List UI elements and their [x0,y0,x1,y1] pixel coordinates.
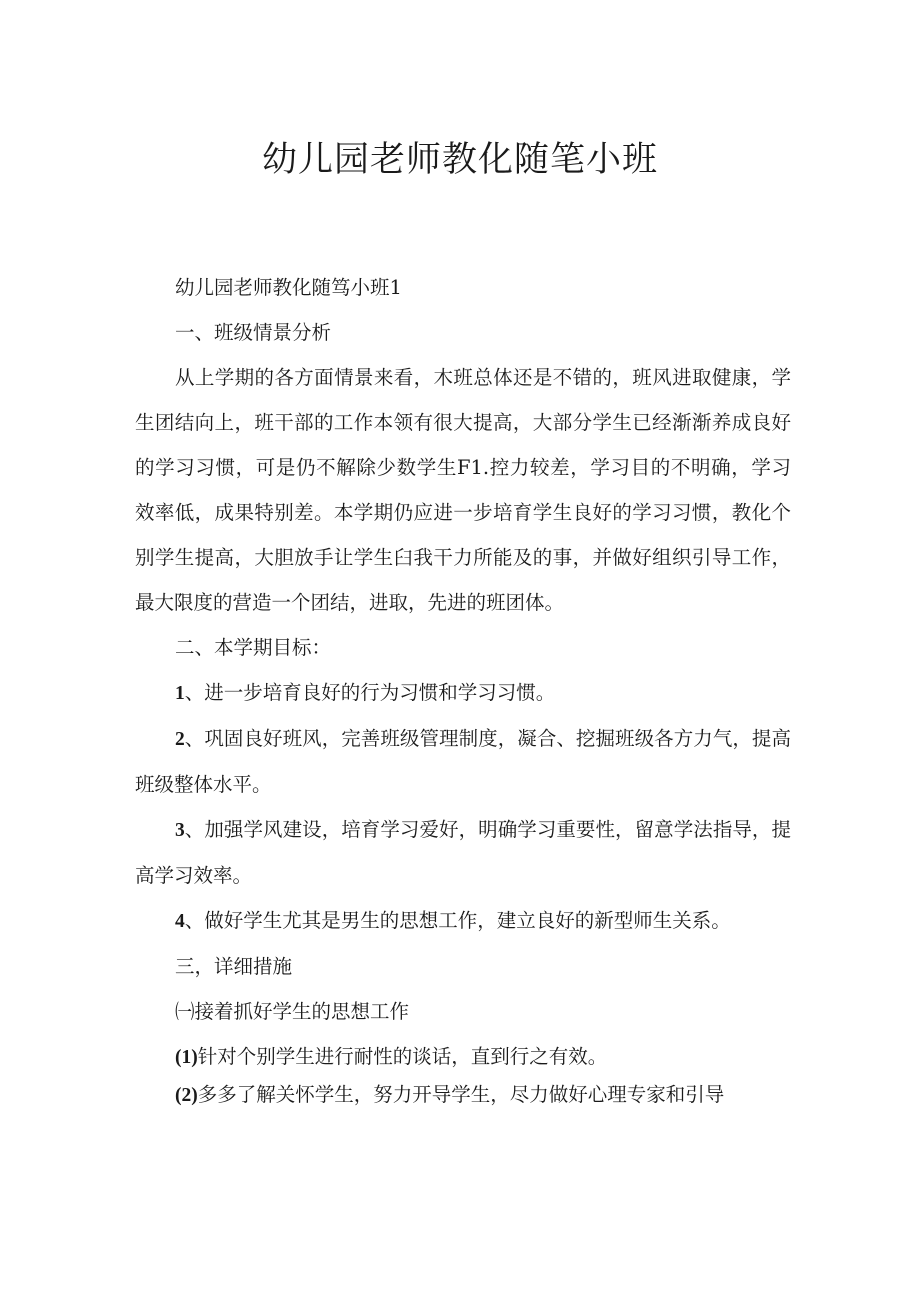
goal-item-text: 、进一步培育良好的行为习惯和学习习惯。 [184,681,556,704]
measure-item-text: 针对个别学生进行耐性的谈话，直到行之有效。 [197,1045,608,1068]
goal-item-number: 1 [175,683,185,704]
goal-item-number: 2 [175,729,185,750]
section-3-subheading: ㈠接着抓好学生的思想工作 [175,1000,410,1023]
document-subtitle: 幼儿园老师教化随笃小班1 [175,276,402,299]
goal-item-3 [135,807,791,898]
goal-item-text: 、做好学生尤其是男生的思想工作，建立良好的新型师生关系。 [184,909,731,932]
measure-item-number: (2) [175,1085,198,1106]
goal-item-number: 3 [175,820,185,841]
measure-item-number: (1) [175,1047,198,1068]
goal-item-2 [135,716,791,807]
goal-item-text: 、巩固良好班风，完善班级管理制度，凝合、挖掘班级各方力气，提高班级整体水平。 [135,727,791,796]
document-body [135,265,791,1110]
section-1-paragraph: 从上学期的各方面情景来看，木班总体还是不错的，班风进取健康，学生团结向上，班干部的工作本领有很大提高，大部分学生已经渐渐养成良好的学习习惯，可是仍不解除少数学生F1.控力较差，学习目的不明确，学习效率低，成果特别差。本学期仍应进一步培育学生良好的学习习惯，教化个别学生提高，大胆放手让学生臼我干力所能及的事，并做好组织引导工作，最大限度的营造一个团结，进取，先进的班团体。 [135,366,791,614]
goal-item-number: 4 [175,911,185,932]
document-title: 幼儿园老师教化随笔小班 [261,140,658,180]
section-3-heading: 三，详细措施 [175,955,293,978]
section-1-heading: 一、班级情景分析 [175,321,332,344]
measure-item-1 [135,1034,791,1080]
goal-item-1 [135,670,791,716]
goal-item-4 [135,898,791,944]
goal-item-text: 、加强学风建设，培育学习爱好，明确学习重要性，留意学法指导，提高学习效率。 [135,818,791,887]
measure-item-2 [135,1080,791,1110]
measure-item-text: 多多了解关怀学生，努力开导学生，尽力做好心理专家和引导 [197,1083,725,1106]
section-2-heading: 二、本学期目标： [175,636,332,659]
